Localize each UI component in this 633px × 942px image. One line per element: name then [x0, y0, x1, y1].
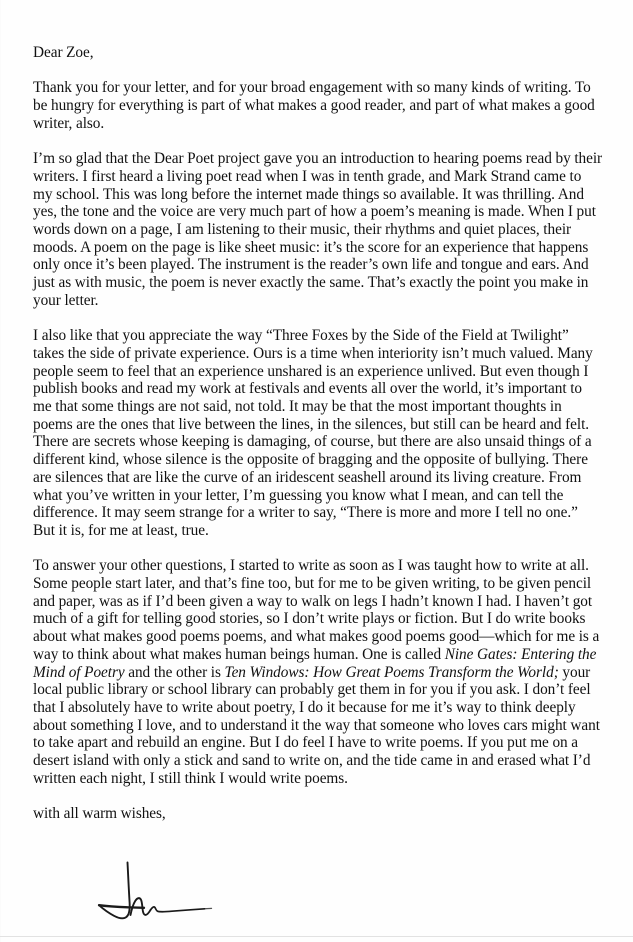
salutation-line: Dear Zoe,: [33, 44, 94, 61]
closing-line: with all warm wishes,: [33, 805, 166, 823]
paragraph-4-run-1: To answer your other questions, I started to write as soon as I was taught how to write at all. Some people start later, and that’s fine too, but for me to be given writing, to be given pencil and paper, was as if I’d been given a way to walk on legs I hadn’t known I had. I haven’t got much of a gift for telling good stories, so I don’t write plays or fiction. But I do write books about what makes good poems poems, and what makes good poems good—which for me is a way to think about what makes human beings human. One is called: [33, 557, 600, 663]
book-title-nine-gates: Nine Gates: Entering the Mind of Poetry: [33, 645, 597, 681]
paragraph-1-run-1: Thank you for your letter, and for your broad engagement with so many kinds of writing. To be hungry for everything is part of what makes a good reader, and part of what makes a good writer, also.: [33, 79, 595, 132]
handwritten-signature-icon: [92, 856, 222, 928]
paragraph-3: [33, 327, 603, 539]
paragraph-2-run-1: I’m so glad that the Dear Poet project gave you an introduction to hearing poems read by their writers. I first heard a living poet read when I was in tenth grade, and Mark Strand came to my school. This was long before the internet made things so available. It was thrilling. And yes, the tone and the voice are very much part of how a poem’s meaning is made. When I put words down on a page, I am listening to their music, their rhythms and quiet places, their moods. A poem on the page is like sheet music: it’s the score for an experience that happens only once it’s been played. The instrument is the reader’s own life and tongue and ears. And just as with music, the poem is never exactly the same. That’s exactly the point you make in your letter.: [33, 150, 603, 309]
paragraph-2: [33, 150, 603, 309]
paragraph-4-run-5: your local public library or school library can probably get them in for you if you ask. I don’t feel that I absolutely have to write about poetry, I do it because for me it’s way to think deeply about something I love, and to understand it the way that someone who loves cars might want to take apart and rebuild an engine. But I do feel I have to write poems. If you put me on a desert island with only a stick and sand to write on, and the tide came in and erased what I’d written each night, I still think I would write poems.: [33, 663, 600, 787]
page-left-edge: [0, 0, 1, 942]
letter-text-block: [33, 44, 603, 823]
paragraph-4: [33, 557, 603, 787]
signature-block: [92, 856, 222, 928]
paragraph-1: [33, 79, 603, 132]
page-bottom-rule: [0, 936, 633, 937]
paragraph-4-run-3: and the other is: [124, 663, 225, 681]
book-title-ten-windows: Ten Windows: How Great Poems Transform the World;: [224, 663, 559, 681]
paragraph-3-run-1: I also like that you appreciate the way “Three Foxes by the Side of the Field at Twilight” takes the side of private experience. Ours is a time when interiority isn’t much valued. Many people seem to feel that an experience unshared is an experience unlived. But even though I publish books and read my work at festivals and events all over the world, it’s important to me that some things are not said, not told. It may be that the most important thoughts in poems are the ones that live between the lines, in the silences, but still can be heard and felt. There are secrets whose keeping is damaging, of course, but there are also unsaid things of a different kind, whose silence is the opposite of bragging and the opposite of bullying. There are silences that are like the curve of an iridescent seashell around its living creature. From what you’ve written in your letter, I’m guessing you know what I mean, and can tell the difference. It may seem strange for a writer to say, “There is more and more I tell no one.” But it is, for me at least, true.: [33, 327, 593, 539]
